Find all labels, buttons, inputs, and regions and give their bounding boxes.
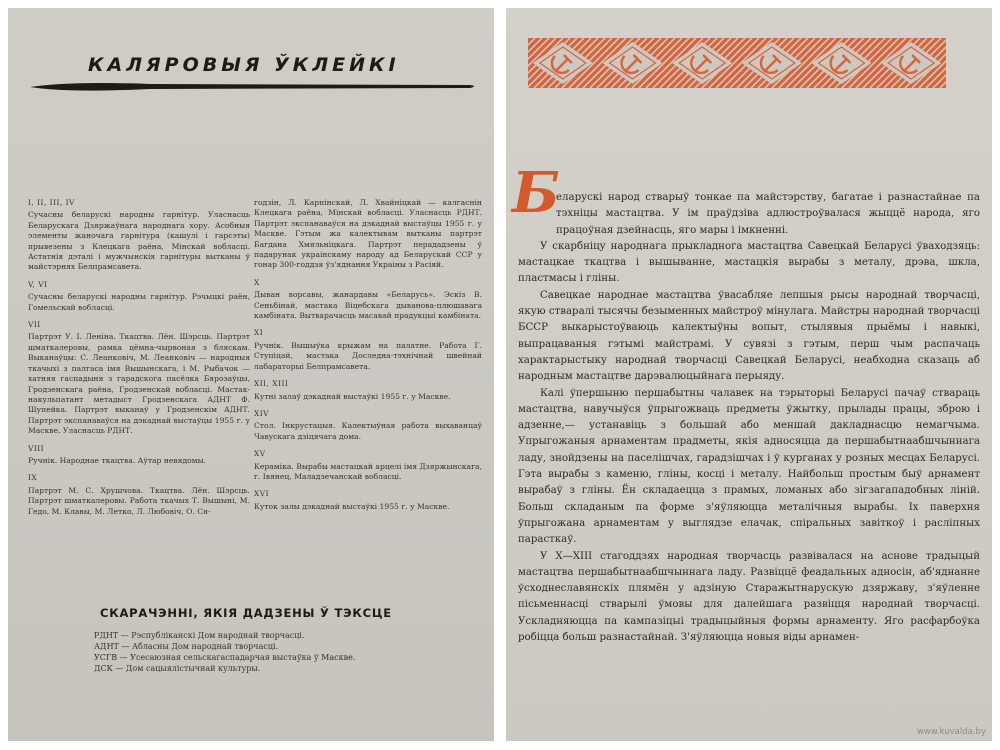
plate-description: Сучасны беларускі народны гарнітур. Уласнасць Беларускага Дзяржаўнага народнага хору. Асобныя элементы жаночага гарнітура (кашулі і гарсэты) прывезены з Клецкага раёна, Мінскай вобласці. Астатнія дэталі і мужчынскія гарнітуры вытканы ў майстэрнях Белпрамсавета. [28, 210, 250, 272]
plate-entry [28, 198, 250, 273]
plate-description: Дыван ворсавы, жанардавы «Беларусь». Эскіз В. Сеньбінай, мастака Віцебскага дывановa-плюшавага камбіната. Вытвaрачасць масавай прадукцыі камбіната. [254, 290, 482, 321]
plate-number: X [254, 277, 260, 287]
plate-number: XIV [254, 408, 270, 418]
abbreviation-item: РДНТ — Рэспубліканскі Дом народнай творчасці. [94, 631, 305, 640]
heading-underline [30, 81, 478, 93]
page-heading: КАЛЯРОВЫЯ ЎКЛЕЙКІ [88, 54, 400, 76]
article-paragraph: У Х—XIII стагоддзях народная творчасць развівалася на аснове традыцый мастацтва першабытнаабшчыннага ладу. Развіццё феадальных адносін, аб'яднанне ўсходнеславянскіх плямён у адзіную Старажытнарускую дзяржаву, з'яўленне пісьменнасці стварылі ўмовы для далейшага развіцця народнай творчасці. Ускладняюцца па кампазіцыі традыцыйныя формы арнаменту. Яго расфарбоўка робіцца больш разнастайнай. З'яўляюцца новыя віды арнамен- [518, 550, 980, 644]
plate-description: Партрэт У. І. Леніна. Ткацтва. Лён. Шэрсць. Партрэт шматкалеровы, рамка цёмна-чырвоная з бляскам. Выканаўцы: С. Леанковіч, М. Леанковіч — народныя ткачыхі з палгаса імя Вышынскага, і М. Рыбачок — хатняя гаспадыня з гарадскога пасёлка Бярозаўцы, Гродзенскага раёна, Гродзенскай вобласці. Мастак-накульпатант метадыст Гродзенскага АДНТ Ф. Шупейка. Партрэт выканаў у Гродзенскім АДНТ. Партрэт экспанаваўся на дэкаднай выстаўцы 1955 г. у Маскве. Уласнасць РДНТ. [28, 332, 250, 436]
plates-column-left [28, 198, 250, 524]
abbreviations-heading: СКАРАЧЭННІ, ЯКІЯ ДАДЗЕНЫ Ў ТЭКСЦЕ [100, 606, 392, 620]
plate-description: Ручнік. Народнае ткацтва. Аўтар невядомы. [28, 455, 207, 465]
right-page [506, 8, 992, 741]
plate-description: Кутні залаў дэкаднай выстаўкі 1955 г. у Маскве. [254, 391, 451, 401]
plate-entry [28, 473, 250, 517]
plates-column-right [254, 198, 482, 519]
plate-entry [28, 444, 250, 467]
article-paragraph: еларускі народ стварыў тонкае па майстэрству, багатае і разнастайнае па тэхніцы мастацтва. У ім праўдзіва адлюстроўвалася жыццё народа, яго працоўная дзейнасць, яго мары і імкненні. [556, 192, 980, 236]
article-paragraph: Савецкае народнае мастацтва ўвасабляе лепшыя рысы народнай творчасці, якую стваралі тысячы безыменных майстроў мінулага. Майстры народнай творчасці БССР выкарыстоўваюць калектыўны вопыт, стылявыя прыёмы і навыкі, выпрацаваныя гэтымі майстрамі. У сувязі з гэтым, перш чым распачаць характарыстыку народнай творчасці Савецкай Беларусі, неабходна сказаць аб народным мастацтве дарэвалюцыйнага перыяду. [518, 289, 980, 383]
left-page [8, 8, 494, 741]
plate-number: IX [28, 473, 38, 483]
plate-entry [254, 328, 482, 372]
plate-number: V, VI [28, 279, 48, 289]
plate-entry [254, 449, 482, 482]
plate-number: VIII [28, 443, 45, 453]
plate-description: Партрэт М. С. Хрушчова. Ткацтва. Лён. Шэрсць. Партрэт шматкалеровы. Работа ткачых Т. Вышыні, М. Гедо, М. Клавы, М. Летко, Л. Любовіч, О. Ся- [28, 485, 250, 516]
hammer-sickle-ornament [528, 38, 946, 88]
plate-description: Куток залы дэкаднай выстаўкі 1955 г. у Маскве. [254, 501, 450, 511]
abbreviation-item: ДСК — Дом сацыялістычнай культуры. [94, 664, 261, 673]
plate-entry [28, 320, 250, 436]
plate-entry [254, 379, 482, 402]
watermark: www.kuvalda.by [916, 727, 986, 737]
article-paragraph: У скарбніцу народнага прыкладнога мастацтва Савецкай Беларусі ўваходзяць: мастацкае ткацтва і вышыванне, мастацкія вырабы з металу, дрэва, шкла, пластмасы і гліны. [518, 240, 980, 285]
article-body [518, 190, 980, 646]
abbreviation-item: УСГВ — Усесаюзная сельскагаспадарчая выстаўка ў Маскве. [94, 653, 356, 662]
plate-entry [254, 409, 482, 442]
abbreviation-item: АДНТ — Абласны Дом народнай творчасці. [94, 642, 279, 651]
plate-description: Кераміка. Вырабы мастацкай арцелі імя Дзяржынскага, г. Івянец, Маладзечанскай вобласці. [254, 461, 482, 481]
plate-entry [254, 489, 482, 512]
article-paragraph: Калі ўпершыню першабытны чалавек на тэрыторыі Беларусі пачаў ствараць мастацтва, навучыўся ўпрыгожваць предметы ўжытку, прылады працы, зброю і адзенне,— устанавіць з большай або меншай дакладнасцю немагчыма. Упрыгожаныя арнаментам прадметы, якія адносяцца да першабытнаабшчыннага ладу, знойдзены на паселішчах, гарадзішчах і ў курганах у розных месцах Беларусі. Гэта вырабы з каменю, гліны, косці і металу. Найбольш простым быў арнамент вырабаў з гліны. Ён складаецца з прамых, ломаных або зігзагападобных ліній. Больш складаным па форме з'яўляюцца металічныя вырабы. Іх паверхня ўпрыгожана арнаментам у выглядзе елачак, спіральных завіткоў і расліпных парасткаў. [518, 387, 980, 546]
plate-description: Стол. Інкрустацыя. Калектыўная работа выхаванцаў Чавускага дзіцячага дома. [254, 421, 482, 441]
plate-description: Ручнік. Вышыўка крыжам на палатне. Работа Г. Ступіцай, мастака Доследна-тэхнічнай швейнай лабараторыі Белпрамсавета. [254, 340, 482, 371]
plate-entry [28, 280, 250, 313]
plate-number: I, II, III, IV [28, 198, 75, 207]
plate-number: XV [254, 449, 266, 459]
plate-number: XI [254, 328, 264, 338]
plate-entry [254, 198, 482, 271]
plate-description: Сучасны беларускі народны гарнітур. Рэчыцкі раён, Гомельскай вобласці. [28, 292, 250, 312]
abbreviations-list [94, 630, 394, 674]
drop-cap: Б [512, 160, 560, 226]
plate-number: XII, XIII [254, 379, 289, 389]
plate-description: годзін, Л. Карпінскай, Л. Хвайніцкай — калгаснін Клецкага раёна, Мінскай вобласці. Уласнасць РДНТ. Партрэт экспанаваўся на дэкаднай выстаўцы 1955 г. у Маскве. Гэтым жа калектывам вытканы партрэт Багдана Хмяльніцкага. Партрэт перададзены ў падарунак украінскаму народу ад Беларускай ССР у гонар 300-годдзя ўз'яднання Украіны з Расіяй. [254, 198, 482, 270]
plate-entry [254, 278, 482, 322]
plate-number: VII [28, 320, 41, 330]
plate-number: XVI [254, 489, 270, 499]
